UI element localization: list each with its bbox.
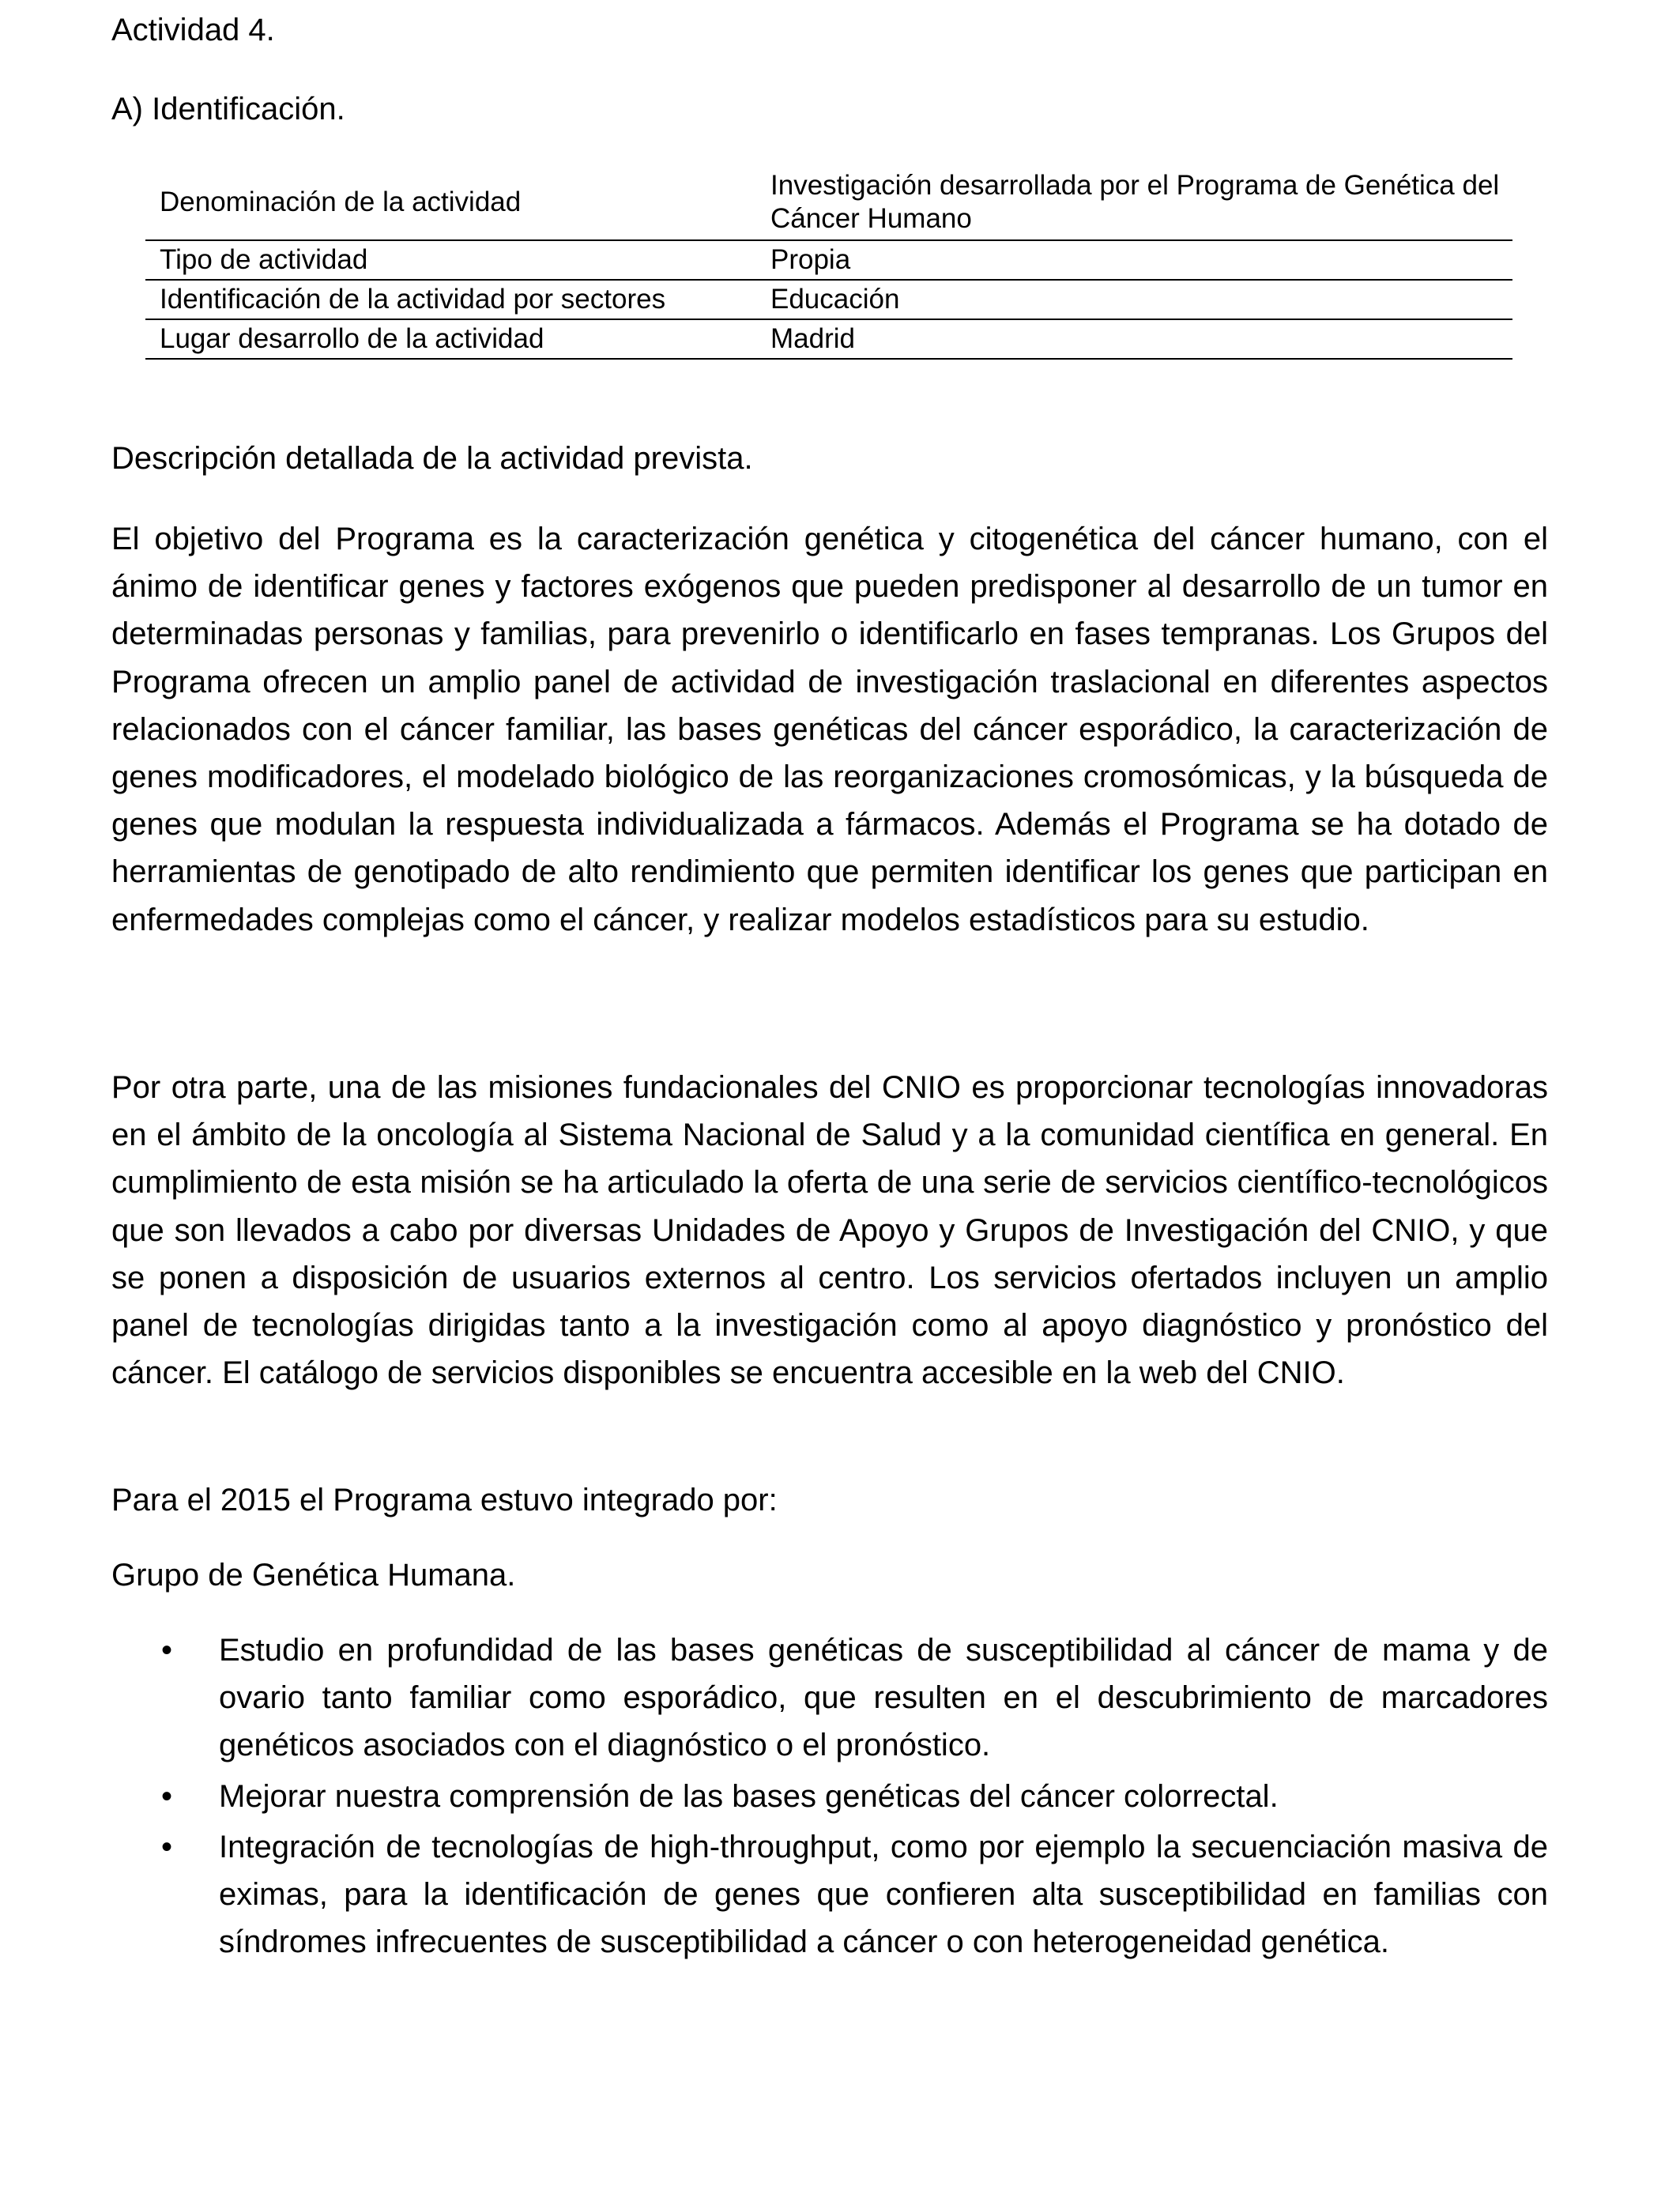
table-value: Investigación desarrollada por el Programa de Genética del Cáncer Humano	[756, 164, 1512, 240]
table-value: Propia	[756, 240, 1512, 280]
section-heading: A) Identificación.	[111, 92, 345, 126]
table-label: Denominación de la actividad	[145, 164, 756, 240]
table-label: Tipo de actividad	[145, 240, 756, 280]
bullet-icon: •	[161, 1633, 173, 1668]
group-heading: Grupo de Genética Humana.	[111, 1558, 516, 1593]
paragraph-program-members: Para el 2015 el Programa estuvo integrado por:	[111, 1483, 778, 1517]
activity-title: Actividad 4.	[111, 13, 275, 47]
objectives-list	[111, 1627, 1548, 1969]
list-item-text: Mejorar nuestra comprensión de las bases genéticas del cáncer colorrectal.	[219, 1778, 1279, 1814]
table-value: Educación	[756, 280, 1512, 319]
table-value: Madrid	[756, 319, 1512, 359]
table-label: Lugar desarrollo de la actividad	[145, 319, 756, 359]
list-item-text: Integración de tecnologías de high-throughput, como por ejemplo la secuenciación masiva de eximas, para la identificación de genes que confieren alta susceptibilidad en familias con síndromes infrecuentes de susceptibilidad a cáncer o con heterogeneidad genética.	[219, 1829, 1548, 1960]
list-item	[111, 1627, 1548, 1770]
table-row	[145, 280, 1512, 319]
description-heading: Descripción detallada de la actividad prevista.	[111, 441, 753, 476]
table-row	[145, 240, 1512, 280]
paragraph-services: Por otra parte, una de las misiones fundacionales del CNIO es proporcionar tecnologías innovadoras en el ámbito de la oncología al Sistema Nacional de Salud y a la comunidad científica en general. En cumplimiento de esta misión se ha articulado la oferta de una serie de servicios científico-tecnológicos que son llevados a cabo por diversas Unidades de Apoyo y Grupos de Investigación del CNIO, y que se ponen a disposición de usuarios externos al centro. Los servicios ofertados incluyen un amplio panel de tecnologías dirigidas tanto a la investigación como al apoyo diagnóstico y pronóstico del cáncer. El catálogo de servicios disponibles se encuentra accesible en la web del CNIO.	[111, 1070, 1548, 1391]
table-row	[145, 319, 1512, 359]
table-label: Identificación de la actividad por sectores	[145, 280, 756, 319]
list-item-text: Estudio en profundidad de las bases genéticas de susceptibilidad al cáncer de mama y de ovario tanto familiar como esporádico, que resulten en el descubrimiento de marcadores genéticos asociados con el diagnóstico o el pronóstico.	[219, 1633, 1548, 1763]
list-item	[111, 1773, 1548, 1820]
table-row	[145, 164, 1512, 240]
bullet-icon: •	[161, 1829, 173, 1864]
bullet-icon: •	[161, 1778, 173, 1814]
list-item	[111, 1823, 1548, 1966]
identification-table	[145, 164, 1512, 360]
paragraph-objective: El objetivo del Programa es la caracterización genética y citogenética del cáncer humano, con el ánimo de identificar genes y factores exógenos que pueden predisponer al desarrollo de un tumor en determinadas personas y familias, para prevenirlo o identificarlo en fases tempranas. Los Grupos del Programa ofrecen un amplio panel de actividad de investigación traslacional en diferentes aspectos relacionados con el cáncer familiar, las bases genéticas del cáncer esporádico, la caracterización de genes modificadores, el modelado biológico de las reorganizaciones cromosómicas, y la búsqueda de genes que modulan la respuesta individualizada a fármacos. Además el Programa se ha dotado de herramientas de genotipado de alto rendimiento que permiten identificar los genes que participan en enfermedades complejas como el cáncer, y realizar modelos estadísticos para su estudio.	[111, 522, 1548, 937]
